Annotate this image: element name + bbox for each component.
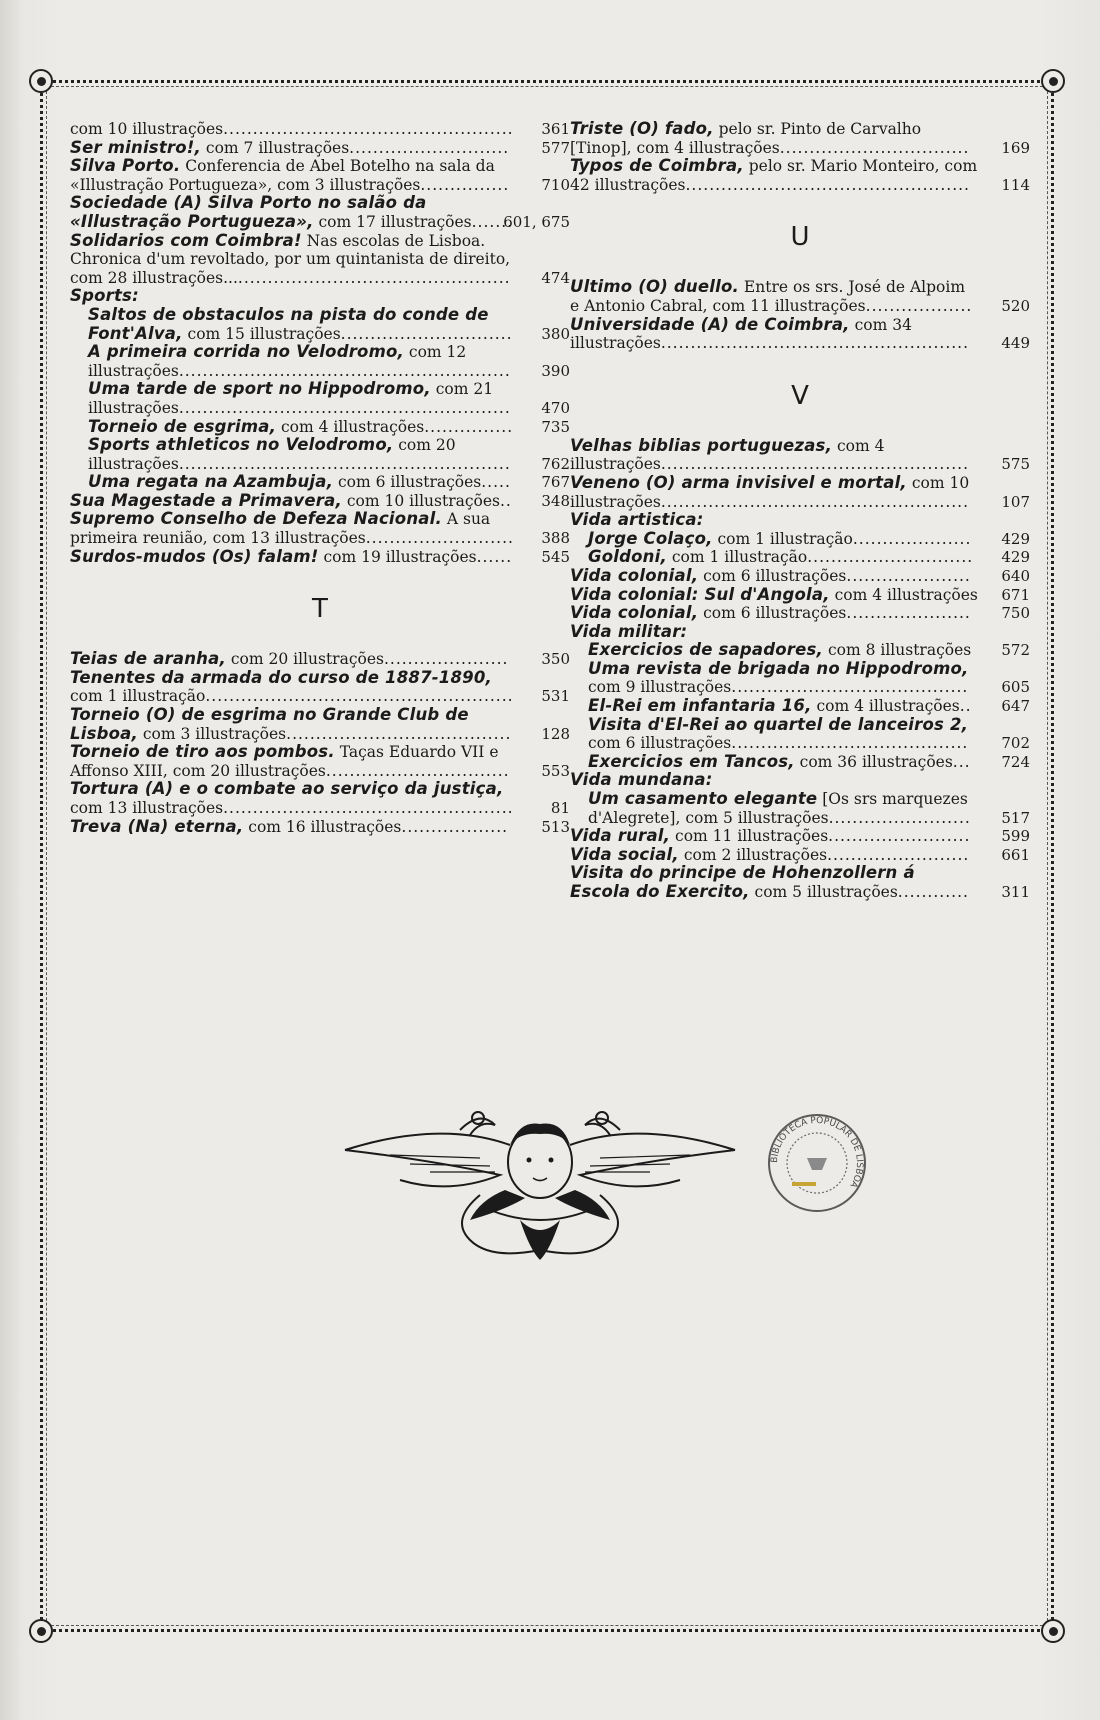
dot-leader: .. <box>959 697 972 716</box>
entry-text: com 3 illustrações <box>137 724 287 743</box>
dot-leader: ............ <box>897 883 969 901</box>
corner-ornament-icon <box>29 69 53 93</box>
entry-text: com 1 illustração <box>712 529 853 548</box>
entry-title: Vida militar: <box>570 621 688 641</box>
page-number: 513 <box>541 817 570 836</box>
page-number: 388 <box>541 529 570 548</box>
entry-text: com 34 illustrações <box>570 315 912 353</box>
index-entry <box>570 660 1030 697</box>
entry-title: Uma regata na Azambuja, <box>88 472 334 492</box>
entry-text: com 6 illustrações <box>588 734 732 753</box>
page-number: 575 <box>1001 455 1030 474</box>
dot-leader: ........................ <box>827 845 970 864</box>
entry-text: com 17 illustrações <box>313 212 472 231</box>
dot-leader: ........................................ <box>731 678 969 697</box>
entry-title: Tortura (A) e o combate ao serviço da justiça, <box>70 779 504 799</box>
dot-leader: ........................................................ <box>178 454 511 473</box>
entry-title: Ultimo (O) duello. <box>570 277 739 297</box>
entry-title: Vida mundana: <box>570 770 713 790</box>
page-number: 750 <box>1001 604 1030 623</box>
index-entry <box>70 194 570 231</box>
decorative-border <box>40 80 1054 1632</box>
entry-text: com 1 illustração <box>70 687 206 706</box>
entry-text: com 5 illustrações <box>749 883 898 901</box>
dot-leader: ............................ <box>807 548 974 567</box>
index-column-left <box>70 120 570 836</box>
page-number: 107 <box>1001 492 1030 511</box>
entry-title: Vida rural, <box>570 826 671 846</box>
entry-title: Exercicios de sapadores, <box>588 640 824 660</box>
page-number: 517 <box>1001 808 1030 827</box>
dot-leader: ....... <box>471 212 514 231</box>
index-entry <box>570 120 1030 157</box>
entry-title: Sports: <box>70 286 139 306</box>
page-number: 735 <box>541 417 570 436</box>
dot-leader: ............... <box>424 417 514 436</box>
entry-title: El-Rei em infantaria 16, <box>588 696 812 716</box>
entry-text: com 12 illustrações <box>88 343 467 380</box>
index-entry <box>570 437 1030 474</box>
entry-text: com 13 illustrações <box>70 799 224 817</box>
entry-text: com 7 illustrações <box>200 138 350 157</box>
library-stamp <box>762 1108 872 1218</box>
page-number: 710 <box>541 175 570 194</box>
dot-leader: ..................... <box>383 650 509 669</box>
entry-title: Typos de Coimbra, <box>570 156 744 176</box>
dot-leader: ........................ <box>828 827 971 846</box>
entry-title: Sports athleticos no Velodromo, <box>88 435 394 455</box>
dot-leader: ...................................... <box>286 724 512 743</box>
entry-text: com 36 illustrações <box>794 752 953 771</box>
entry-title: Visita do principe de Hohenzollern á Escola do Exercito, <box>570 863 915 901</box>
entry-text: Conferencia de Abel Botelho na sala da «Illustração Portugueza», com 3 illustrações <box>70 157 495 194</box>
index-entry <box>70 232 570 288</box>
page-number: 577 <box>541 138 570 157</box>
corner-ornament-icon <box>29 1619 53 1643</box>
page-number: 311 <box>1001 883 1030 901</box>
entry-text: com 1 illustração <box>666 548 808 567</box>
dot-leader: .................................................... <box>660 455 970 474</box>
page-number: 671 <box>1001 585 1030 604</box>
page-number: 702 <box>1001 734 1030 753</box>
entry-text: com 6 illustrações <box>698 604 847 623</box>
entry-text: com 10 illustrações <box>570 473 970 511</box>
entry-text: com 4 illustrações <box>829 585 978 604</box>
dot-leader: ............................. <box>340 324 513 343</box>
entry-text: Entre os srs. José de Alpoim e Antonio Cabral, com 11 illustrações <box>570 278 966 315</box>
page-number: 429 <box>1001 529 1030 548</box>
page-number: 128 <box>541 724 570 743</box>
entry-title: Ser ministro!, <box>70 137 201 157</box>
entry-title: Uma revista de brigada no Hippodromo, <box>588 658 969 678</box>
dot-leader: ........................................ <box>731 734 969 753</box>
entry-title: Uma tarde de sport no Hippodromo, <box>88 379 431 399</box>
index-entry <box>570 827 1030 846</box>
index-entry <box>570 278 1030 315</box>
dot-leader: .................................................... <box>660 334 970 353</box>
entry-title: Vida colonial, <box>570 565 699 585</box>
dot-leader: ................................ <box>779 138 970 157</box>
section-letter: V <box>791 380 809 411</box>
dot-leader: ............... <box>420 175 510 194</box>
index-entry <box>570 586 1030 605</box>
entry-text: pelo sr. Pinto de Carvalho [Tinop], com 4 illustrações <box>570 120 922 157</box>
index-entry <box>570 697 1030 716</box>
entry-text: com 20 illustrações <box>225 650 384 669</box>
entry-title: Saltos de obstaculos na pista do conde de Font'Alva, <box>88 304 489 343</box>
dot-leader: .................................................... <box>660 492 970 511</box>
entry-text: com 4 illustrações <box>276 417 425 436</box>
entry-title: Supremo Conselho de Defeza Nacional. <box>70 509 442 529</box>
page-number: 361 <box>541 120 570 138</box>
entry-text: com 4 illustrações <box>570 436 885 474</box>
page-number: 350 <box>541 650 570 669</box>
entry-text: Taças Eduardo VII e Affonso XIII, com 20 illustrações <box>70 743 499 780</box>
svg-text:BIBLIOTECA POPULAR DE LISBOA: BIBLIOTECA POPULAR DE LISBOA <box>769 1115 865 1190</box>
index-entry <box>570 753 1030 772</box>
page-number: 531 <box>541 687 570 706</box>
dot-leader: .................. <box>401 817 509 836</box>
entry-title: Veneno (O) arma invisivel e mortal, <box>570 472 907 492</box>
index-entry <box>70 380 570 417</box>
index-entry <box>570 623 1030 642</box>
entry-title: Goldoni, <box>588 547 667 567</box>
entry-title: Visita d'El-Rei ao quartel de lanceiros 2, <box>588 714 969 734</box>
entry-title: Vida colonial: Sul d'Angola, <box>570 584 830 604</box>
page-number: 169 <box>1001 138 1030 157</box>
index-entry <box>70 743 570 780</box>
index-entry <box>570 157 1030 194</box>
dot-leader: ......................... <box>365 529 514 548</box>
index-entry <box>70 157 570 194</box>
entry-title: Sua Magestade a Primavera, <box>70 490 342 510</box>
entry-text: com 15 illustrações <box>182 324 341 343</box>
page-number: 599 <box>1001 827 1030 846</box>
section-letter: U <box>790 222 810 253</box>
page-number: 640 <box>1001 566 1030 585</box>
page-number: 390 <box>541 361 570 380</box>
index-entry <box>70 473 570 492</box>
entry-text: com 4 illustrações <box>811 697 960 716</box>
entry-title: Triste (O) fado, <box>570 119 714 138</box>
index-entry <box>570 530 1030 549</box>
entry-text: com 19 illustrações <box>318 547 477 566</box>
dot-leader: ..................... <box>846 604 971 623</box>
page-number: 81 <box>550 799 570 817</box>
dot-leader: ..... <box>481 473 511 492</box>
index-entry <box>570 864 1030 901</box>
page-number: 762 <box>541 454 570 473</box>
dot-leader: ........................................................ <box>178 361 511 380</box>
page-number: 647 <box>1001 697 1030 716</box>
entry-title: Surdos-mudos (Os) falam! <box>70 546 319 566</box>
section-letter: T <box>312 594 328 625</box>
entry-title: Sociedade (A) Silva Porto no salão da «Illustração Portugueza», <box>70 193 427 231</box>
dot-leader: ........................... <box>349 138 510 157</box>
entry-text: com 9 illustrações <box>588 678 732 697</box>
page-number: 572 <box>1001 641 1030 660</box>
index-entry <box>570 846 1030 865</box>
index-entry <box>70 669 570 706</box>
page-number: 767 <box>541 473 570 492</box>
dot-leader: .................................................... <box>205 687 514 706</box>
index-entry <box>70 287 570 306</box>
dot-leader: .............................................. <box>237 268 511 287</box>
index-entry <box>70 818 570 837</box>
index-entry <box>570 316 1030 353</box>
dot-leader: ................................................. <box>223 799 514 817</box>
index-entry <box>570 790 1030 827</box>
index-entry <box>570 511 1030 530</box>
entry-title: Universidade (A) de Coimbra, <box>570 314 850 334</box>
entry-title: Silva Porto. <box>70 156 181 176</box>
cherub-ornament-icon <box>330 1100 750 1270</box>
corner-ornament-icon <box>1041 1619 1065 1643</box>
entry-title: Exercicios em Tancos, <box>588 751 795 771</box>
entry-title: Teias de aranha, <box>70 649 226 669</box>
entry-text: [Os srs marquezes d'Alegrete], com 5 illustrações <box>588 790 968 827</box>
entry-text: com 10 illustrações <box>70 120 224 138</box>
index-entry <box>70 780 570 817</box>
entry-text: com 10 illustrações <box>341 491 500 510</box>
dot-leader: ................................................. <box>223 120 514 138</box>
entry-text: com 2 illustrações <box>678 845 828 864</box>
entry-title: Treva (Na) eterna, <box>70 816 244 836</box>
dot-leader: ........................ <box>828 808 971 827</box>
entry-title: Solidarios com Coimbra! <box>70 230 302 250</box>
entry-title: Torneio (O) de esgrima no Grande Club de Lisboa, <box>70 705 469 743</box>
page-number: 449 <box>1001 334 1030 353</box>
entry-title: Vida artistica: <box>570 510 704 530</box>
dot-leader: ................................................ <box>685 175 970 194</box>
dot-leader: .................... <box>852 529 972 548</box>
index-entry <box>70 510 570 547</box>
page-number: 470 <box>541 398 570 417</box>
entry-text: com 21 illustrações <box>88 380 494 417</box>
index-entry <box>70 492 570 511</box>
index-entry <box>570 641 1030 660</box>
entry-title: Vida social, <box>570 844 679 864</box>
page-number: 429 <box>1001 548 1030 567</box>
entry-title: Um casamento elegante <box>588 789 818 809</box>
entry-text: com 11 illustrações <box>670 827 829 846</box>
index-entry <box>570 567 1030 586</box>
index-entry <box>70 650 570 669</box>
entry-title: Tenentes da armada do curso de 1887-1890, <box>70 667 492 687</box>
entry-title: Velhas biblias portuguezas, <box>570 435 833 455</box>
dot-leader: .. <box>499 491 512 510</box>
index-entry <box>70 706 570 743</box>
page-number: 520 <box>1001 296 1030 315</box>
index-entry <box>70 418 570 437</box>
entry-text: A sua primeira reunião, com 13 illustrações <box>70 510 491 548</box>
dot-leader: ..................... <box>846 566 971 585</box>
entry-title: Vida colonial, <box>570 603 699 623</box>
entry-title: Jorge Colaço, <box>588 528 713 548</box>
page-number: 724 <box>1001 752 1030 771</box>
index-entry <box>570 716 1030 753</box>
index-entry <box>70 343 570 380</box>
index-entry <box>70 548 570 567</box>
entry-text: com 8 illustrações <box>823 641 972 660</box>
entry-text: Nas escolas de Lisboa. Chronica d'um revoltado, por um quintanista de direito, com 28 illustrações... <box>70 231 511 287</box>
entry-text: com 6 illustrações <box>333 473 482 492</box>
page-number: 545 <box>541 547 570 566</box>
entry-text: com 6 illustrações <box>698 566 847 585</box>
entry-text: com 16 illustrações <box>243 817 402 836</box>
page-number: 661 <box>1001 845 1030 864</box>
entry-text: com 20 illustrações <box>88 436 456 473</box>
page-number: 601, 675 <box>503 212 570 231</box>
page-number: 114 <box>1001 175 1030 194</box>
dot-leader: ... <box>952 752 971 771</box>
index-entry <box>70 139 570 158</box>
entry-title: A primeira corrida no Velodromo, <box>88 342 404 362</box>
dot-leader: ............................... <box>325 761 510 780</box>
entry-title: Torneio de esgrima, <box>88 416 277 436</box>
entry-title: Torneio de tiro aos pombos. <box>70 742 335 762</box>
index-entry <box>570 771 1030 790</box>
page-number: 553 <box>541 761 570 780</box>
index-entry <box>570 604 1030 623</box>
page-number: 474 <box>541 268 570 287</box>
index-column-right <box>570 120 1030 902</box>
dot-leader: .................. <box>865 296 973 315</box>
index-entry <box>70 436 570 473</box>
index-entry <box>570 548 1030 567</box>
page-number: 348 <box>541 491 570 510</box>
index-entry <box>70 120 570 139</box>
dot-leader: ...... <box>476 547 513 566</box>
page-number: 380 <box>541 324 570 343</box>
index-entry <box>570 474 1030 511</box>
index-entry <box>70 306 570 343</box>
page-number: 605 <box>1001 678 1030 697</box>
corner-ornament-icon <box>1041 69 1065 93</box>
entry-text: pelo sr. Mario Monteiro, com 42 illustrações <box>570 157 978 194</box>
dot-leader: ........................................................ <box>178 398 511 417</box>
